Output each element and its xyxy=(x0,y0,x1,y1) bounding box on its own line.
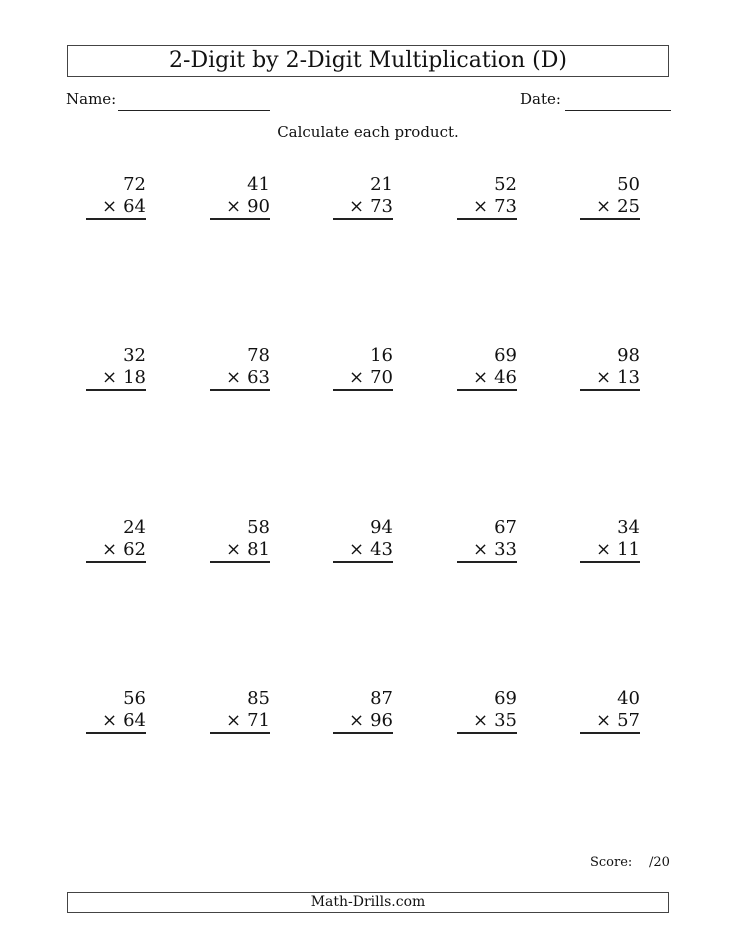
score-total: /20 xyxy=(649,855,670,870)
multiplier: 71 xyxy=(247,710,270,731)
problem-18 xyxy=(333,688,393,734)
times-sign: × xyxy=(596,539,612,560)
name-field-line xyxy=(118,110,270,111)
problem-9 xyxy=(457,345,517,391)
times-sign: × xyxy=(596,710,612,731)
multiplier: 63 xyxy=(247,367,270,388)
multiplier-row xyxy=(210,196,270,220)
date-label: Date: xyxy=(520,90,561,108)
problem-7 xyxy=(210,345,270,391)
multiplicand: 40 xyxy=(617,688,640,709)
times-sign: × xyxy=(226,539,242,560)
multiplier-row xyxy=(580,196,640,220)
multiplier-row xyxy=(333,196,393,220)
times-sign: × xyxy=(473,367,489,388)
multiplier: 18 xyxy=(123,367,146,388)
multiplier-row xyxy=(210,367,270,391)
times-sign: × xyxy=(102,539,118,560)
score-label: Score: xyxy=(590,855,633,870)
multiplier-row xyxy=(86,710,146,734)
times-sign: × xyxy=(473,196,489,217)
multiplier: 62 xyxy=(123,539,146,560)
multiplier: 90 xyxy=(247,196,270,217)
multiplicand: 69 xyxy=(494,345,517,366)
multiplier: 81 xyxy=(247,539,270,560)
problem-4 xyxy=(457,174,517,220)
multiplier-row xyxy=(210,539,270,563)
multiplier: 13 xyxy=(617,367,640,388)
problem-14 xyxy=(457,517,517,563)
multiplicand: 87 xyxy=(370,688,393,709)
multiplicand: 32 xyxy=(123,345,146,366)
multiplicand: 56 xyxy=(123,688,146,709)
problem-1 xyxy=(86,174,146,220)
multiplicand: 24 xyxy=(123,517,146,538)
problem-8 xyxy=(333,345,393,391)
multiplicand: 67 xyxy=(494,517,517,538)
multiplicand: 41 xyxy=(247,174,270,195)
multiplier: 43 xyxy=(370,539,393,560)
multiplicand: 98 xyxy=(617,345,640,366)
problem-5 xyxy=(580,174,640,220)
multiplicand: 21 xyxy=(370,174,393,195)
times-sign: × xyxy=(596,196,612,217)
multiplier: 25 xyxy=(617,196,640,217)
times-sign: × xyxy=(102,367,118,388)
multiplicand: 50 xyxy=(617,174,640,195)
multiplicand: 69 xyxy=(494,688,517,709)
times-sign: × xyxy=(473,710,489,731)
problem-11 xyxy=(86,517,146,563)
instructions: Calculate each product. xyxy=(277,123,459,141)
multiplicand: 58 xyxy=(247,517,270,538)
name-label: Name: xyxy=(66,90,117,108)
times-sign: × xyxy=(349,539,365,560)
multiplier: 96 xyxy=(370,710,393,731)
multiplicand: 94 xyxy=(370,517,393,538)
times-sign: × xyxy=(349,367,365,388)
date-field-line xyxy=(565,110,671,111)
problem-16 xyxy=(86,688,146,734)
multiplicand: 16 xyxy=(370,345,393,366)
multiplicand: 78 xyxy=(247,345,270,366)
worksheet-title: 2-Digit by 2-Digit Multiplication (D) xyxy=(67,45,669,77)
multiplicand: 72 xyxy=(123,174,146,195)
times-sign: × xyxy=(102,196,118,217)
multiplier-row xyxy=(457,710,517,734)
multiplicand: 52 xyxy=(494,174,517,195)
multiplier: 46 xyxy=(494,367,517,388)
problem-15 xyxy=(580,517,640,563)
times-sign: × xyxy=(596,367,612,388)
multiplier-row xyxy=(457,196,517,220)
problem-17 xyxy=(210,688,270,734)
problem-6 xyxy=(86,345,146,391)
multiplier-row xyxy=(333,367,393,391)
times-sign: × xyxy=(226,196,242,217)
multiplier: 73 xyxy=(494,196,517,217)
times-sign: × xyxy=(473,539,489,560)
multiplier-row xyxy=(86,367,146,391)
footer-site: Math-Drills.com xyxy=(67,892,669,913)
multiplicand: 85 xyxy=(247,688,270,709)
multiplier: 57 xyxy=(617,710,640,731)
multiplier: 64 xyxy=(123,196,146,217)
multiplier: 73 xyxy=(370,196,393,217)
multiplier-row xyxy=(580,539,640,563)
multiplier-row xyxy=(86,196,146,220)
multiplier-row xyxy=(333,539,393,563)
times-sign: × xyxy=(349,196,365,217)
problem-2 xyxy=(210,174,270,220)
multiplier-row xyxy=(86,539,146,563)
problem-13 xyxy=(333,517,393,563)
problem-12 xyxy=(210,517,270,563)
multiplier: 35 xyxy=(494,710,517,731)
problem-3 xyxy=(333,174,393,220)
times-sign: × xyxy=(349,710,365,731)
multiplier: 64 xyxy=(123,710,146,731)
multiplier: 11 xyxy=(617,539,640,560)
problem-20 xyxy=(580,688,640,734)
multiplier-row xyxy=(457,539,517,563)
multiplier-row xyxy=(210,710,270,734)
multiplier: 33 xyxy=(494,539,517,560)
multiplier: 70 xyxy=(370,367,393,388)
multiplier-row xyxy=(333,710,393,734)
multiplicand: 34 xyxy=(617,517,640,538)
times-sign: × xyxy=(226,367,242,388)
problem-10 xyxy=(580,345,640,391)
multiplier-row xyxy=(457,367,517,391)
times-sign: × xyxy=(226,710,242,731)
times-sign: × xyxy=(102,710,118,731)
multiplier-row xyxy=(580,710,640,734)
problem-19 xyxy=(457,688,517,734)
multiplier-row xyxy=(580,367,640,391)
